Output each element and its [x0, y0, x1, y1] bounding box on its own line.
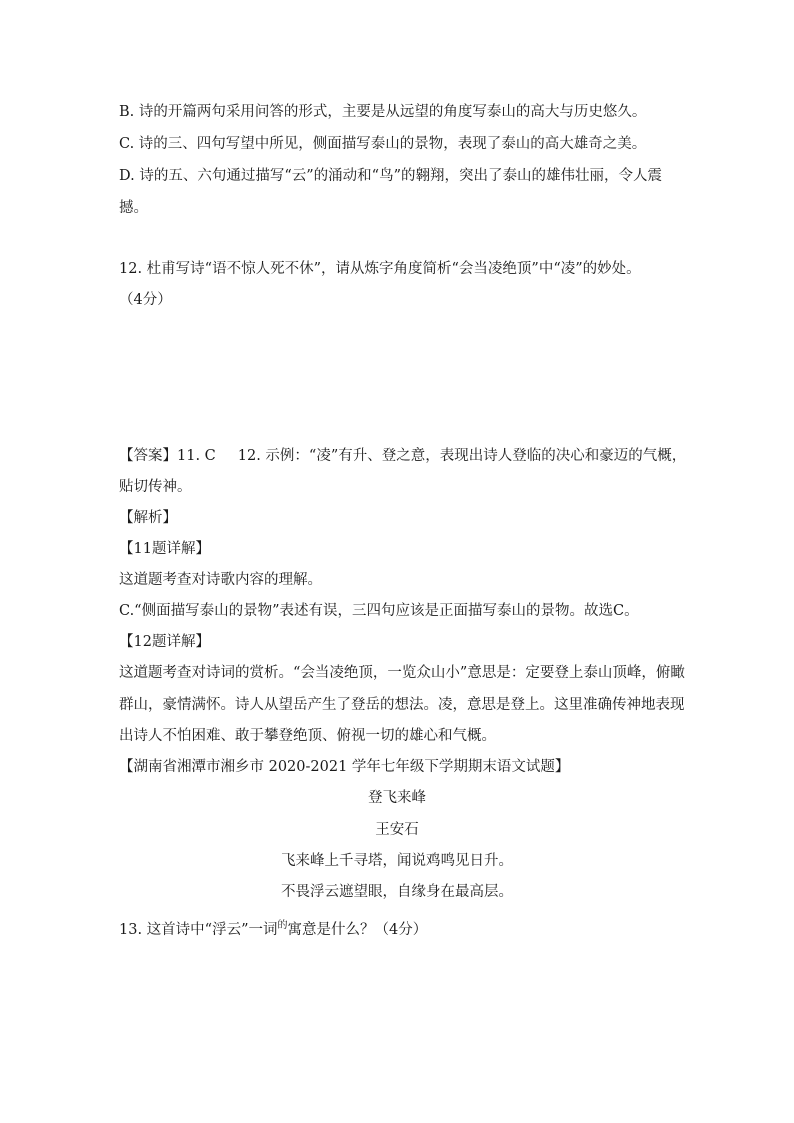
- poem-line2: 不畏浮云遮望眼，自缘身在最高层。: [281, 884, 513, 900]
- q11-detail-line1: 这道题考查对诗歌内容的理解。: [119, 572, 322, 588]
- poem-line1: 飞来峰上千寻塔，闻说鸡鸣见日升。: [281, 853, 513, 869]
- q12-detail-header: 【12题详解】: [119, 634, 210, 650]
- q11-detail-line2: C.“侧面描写泰山的景物”表述有误，三四句应该是正面描写泰山的景物。故选C。: [119, 603, 639, 619]
- option-d-line1: D. 诗的五、六句通过描写“云”的涌动和“鸟”的翱翔，突出了泰山的雄伟壮丽，令人震: [119, 168, 662, 184]
- question-13: [119, 920, 427, 942]
- answer-line2: 贴切传神。: [119, 479, 192, 495]
- q12-detail-line3: 出诗人不怕困难、敢于攀登绝顶、俯视一切的雄心和气概。: [119, 728, 496, 744]
- q12-detail-line1: 这道题考查对诗词的赏析。“会当凌绝顶，一览众山小”意思是：定要登上泰山顶峰，俯瞰: [119, 665, 685, 681]
- option-b: B. 诗的开篇两句采用问答的形式，主要是从远望的角度写泰山的高大与历史悠久。: [119, 104, 647, 120]
- question-13-sup: 的: [277, 920, 288, 931]
- q12-detail-line2: 群山，豪情满怀。诗人从望岳产生了登岳的想法。凌，意思是登上。这里准确传神地表现: [119, 697, 685, 713]
- poem-author: 王安石: [375, 822, 419, 838]
- source-citation: 【湖南省湘潭市湘乡市 2020-2021 学年七年级下学期期末语文试题】: [119, 759, 570, 775]
- option-d-line2: 撼。: [119, 200, 148, 216]
- question-13-suffix: 寓意是什么？（4分）: [287, 922, 428, 938]
- answer-line1: [119, 446, 686, 466]
- question-12-line1: 12. 杜甫写诗“语不惊人死不休”，请从炼字角度简析“会当凌绝顶”中“凌”的妙处。: [119, 261, 641, 277]
- question-12-line2: （4分）: [119, 292, 172, 308]
- answer-12-text: 12. 示例：“凌”有升、登之意，表现出诗人登临的决心和豪迈的气概，: [237, 448, 687, 464]
- question-13-prefix: 13. 这首诗中“浮云”一词: [119, 922, 278, 938]
- poem-title: 登飞来峰: [368, 790, 426, 806]
- option-c: C. 诗的三、四句写望中所见，侧面描写泰山的景物，表现了泰山的高大雄奇之美。: [119, 136, 647, 152]
- q11-detail-header: 【11题详解】: [119, 541, 210, 557]
- analysis-header: 【解析】: [119, 510, 177, 526]
- answer-label: 【答案】11. C: [119, 448, 216, 464]
